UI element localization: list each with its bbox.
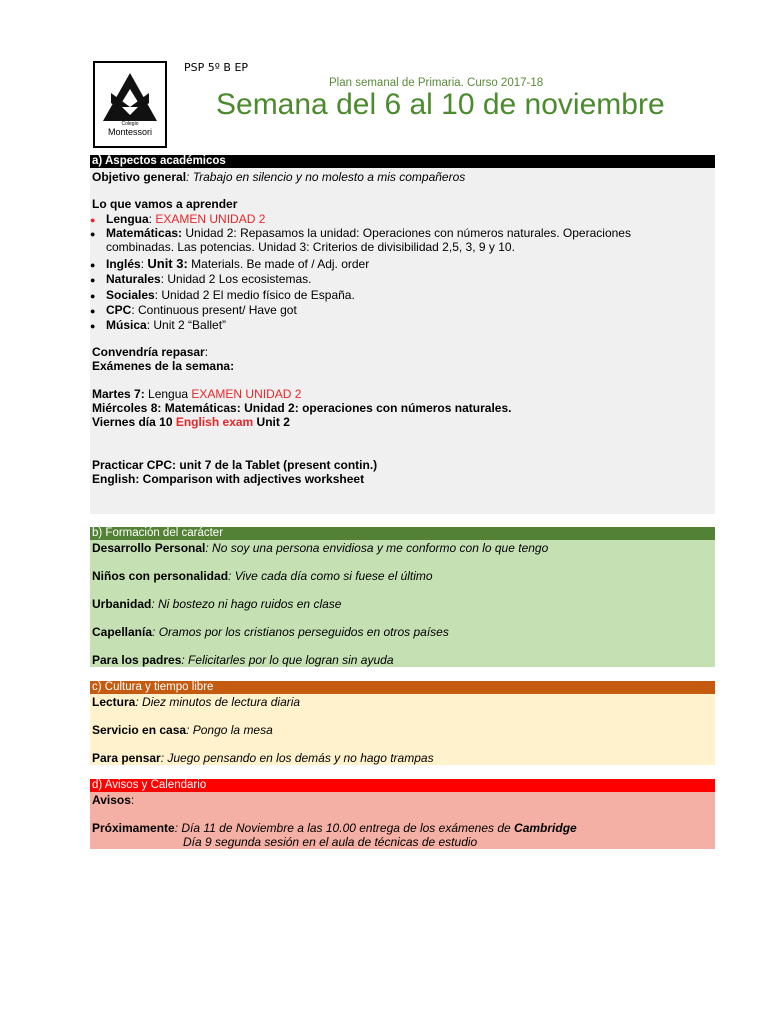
exam-miercoles: Miércoles 8: Matemáticas: Unidad 2: operaciones con números naturales. (92, 401, 512, 415)
character-item: Niños con personalidad: Vive cada día como si fuese el último (92, 569, 433, 583)
subject-lengua: Lengua: EXAMEN UNIDAD 2 (106, 212, 266, 226)
page-title: Semana del 6 al 10 de noviembre (216, 88, 665, 121)
character-item: Capellanía: Oramos por los cristianos perseguidos en otros países (92, 625, 449, 639)
subject-musica: Música: Unit 2 “Ballet” (106, 318, 227, 332)
subject-matematicas: Matemáticas: Unidad 2: Repasamos la unidad: Operaciones con números naturales. Operaciones (106, 226, 631, 240)
character-item: Desarrollo Personal: No soy una persona envidiosa y me conformo con lo que tengo (92, 541, 549, 555)
bullet-icon: ● (90, 275, 96, 285)
subject-sociales: Sociales: Unidad 2 El medio físico de España. (106, 288, 355, 302)
subject-naturales: Naturales: Unidad 2 Los ecosistemas. (106, 272, 312, 286)
character-item: Para los padres: Felicitarles por lo que logran sin ayuda (92, 653, 394, 667)
bullet-icon: ● (90, 306, 96, 316)
notices-header: d) Avisos y Calendario (90, 779, 715, 792)
exams-heading: Exámenes de la semana: (92, 359, 235, 373)
subject-cpc: CPC: Continuous present/ Have got (106, 303, 297, 317)
bullet-icon: ● (90, 229, 96, 239)
exam-viernes: Viernes día 10 English exam Unit 2 (92, 415, 290, 429)
logo-small-text: Colegio (121, 121, 139, 127)
logo-name-text: Montessori (107, 127, 152, 137)
practice-line: English: Comparison with adjectives worksheet (92, 472, 365, 486)
avisos-line: Avisos: (92, 793, 135, 807)
culture-body (90, 694, 715, 765)
soon-line-2: Día 9 segunda sesión en el aula de técnicas de estudio (183, 835, 478, 849)
subject-matematicas-cont: combinadas. Las potencias. Unidad 3: Criterios de divisibilidad 2,5, 3, 9 y 10. (106, 240, 515, 254)
class-code: PSP 5º B EP (184, 61, 249, 74)
bullet-icon: ● (90, 291, 96, 301)
subtitle: Plan semanal de Primaria. Curso 2017-18 (329, 77, 544, 89)
subject-ingles: Inglés: Unit 3: Materials. Be made of / Adj. order (106, 256, 370, 271)
soon-line: Próximamente: Día 11 de Noviembre a las 10.00 entrega de los exámenes de Cambridge (92, 821, 577, 835)
bullet-icon: ● (90, 215, 96, 225)
practice-line: Practicar CPC: unit 7 de la Tablet (present contin.) (92, 458, 378, 472)
character-body (90, 540, 715, 667)
notices-body (90, 792, 715, 849)
academic-body (90, 168, 715, 514)
exam-martes: Martes 7: Lengua EXAMEN UNIDAD 2 (92, 387, 302, 401)
objective-line: Objetivo general: Trabajo en silencio y no molesto a mis compañeros (92, 170, 466, 184)
academic-header: a) Aspectos académicos (90, 155, 715, 168)
character-item: Urbanidad: Ni bostezo ni hago ruidos en clase (92, 597, 342, 611)
school-logo (93, 61, 167, 148)
culture-header: c) Cultura y tiempo libre (90, 681, 715, 694)
bullet-icon: ● (90, 321, 96, 331)
bullet-icon: ● (90, 260, 96, 270)
culture-item: Para pensar: Juego pensando en los demás y no hago trampas (92, 751, 434, 765)
culture-item: Lectura: Diez minutos de lectura diaria (92, 695, 301, 709)
learn-heading: Lo que vamos a aprender (92, 197, 238, 211)
character-header: b) Formación del carácter (90, 527, 715, 540)
culture-item: Servicio en casa: Pongo la mesa (92, 723, 273, 737)
montessori-logo-icon (101, 69, 159, 121)
review-line: Convendría repasar: (92, 345, 209, 359)
